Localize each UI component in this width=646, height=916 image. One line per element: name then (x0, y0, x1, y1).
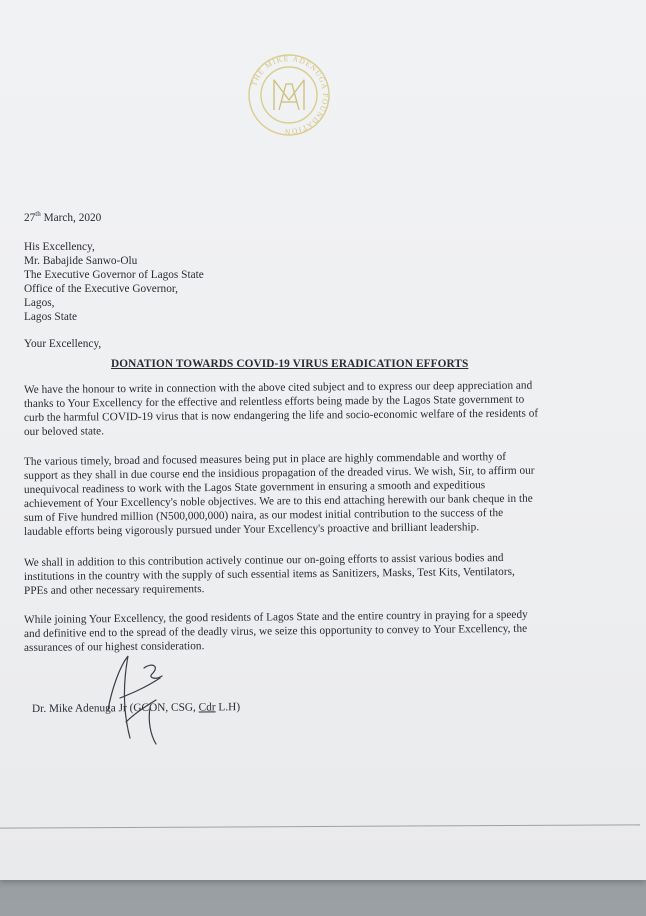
signatory-block (32, 700, 240, 716)
foundation-logo (234, 50, 344, 140)
body-line: We have the honour to write in connection with the above cited subject and to express our deep appreciation and (23, 379, 533, 396)
body-line: thanks to Your Excellency for the effective and relentless efforts being made by the Lagos State government to (23, 393, 525, 410)
svg-text:THE MIKE ADENUGA FOUNDATION: THE MIKE ADENUGA FOUNDATION (249, 53, 331, 137)
address-line: The Executive Governor of Lagos State (24, 269, 204, 281)
address-line: Lagos, (24, 297, 55, 309)
letter-subject: DONATION TOWARDS COVID-19 VIRUS ERADICATION EFFORTS (111, 358, 469, 370)
body-line: While joining Your Excellency, the good residents of Lagos State and the entire country in praying for a speedy (23, 608, 528, 626)
body-line: laudable efforts being vigorously pursued under Your Excellency's proactive and brilliant leadership. (23, 521, 480, 538)
body-line: our beloved state. (23, 425, 105, 438)
address-line: His Excellency, (24, 241, 95, 253)
body-line: We shall in addition to this contribution actively continue our on-going efforts to assist various bodies and (23, 551, 504, 569)
address-line: Lagos State (24, 311, 78, 323)
body-line: assurances of our highest consideration. (23, 640, 205, 654)
body-line: unequivocal readiness to work with the Lagos State government in ensuring a smooth and expeditious (23, 479, 486, 496)
body-line: support as they shall in due course end the insidious propagation of the dreaded virus. We wish, Sir, to affirm our (23, 464, 535, 482)
signatory-titles: (GCON, CSG, (126, 701, 199, 715)
address-line: Office of the Executive Governor, (24, 283, 178, 295)
body-line: PPEs and other necessary requirements. (23, 583, 205, 597)
handwritten-signature (90, 648, 190, 748)
body-line: sum of Five hundred million (N500,000,000) naira, as our modest initial contribution to the success of the (23, 506, 504, 524)
signatory-name: Dr. Mike Adenuga Jr (31, 702, 127, 715)
body-line: curb the harmful COVID-19 virus that is now endangering the life and socio-economic welfare of the residents of (23, 407, 539, 424)
signatory-titles-end: L.H) (215, 701, 241, 714)
body-line: and definitive end to the spread of the deadly virus, we seize this opportunity to convey to Your Excellency, the (23, 622, 528, 640)
salutation: Your Excellency, (24, 338, 102, 350)
body-line: institutions in the country with the supply of such essential items as Sanitizers, Masks, Test Kits, Ventilators, (23, 565, 515, 583)
body-line: The various timely, broad and focused measures being put in place are highly commendable and worthy of (23, 450, 507, 468)
body-line: achievement of Your Excellency's noble objectives. We are to this end attaching herewith our bank cheque in the (23, 492, 533, 510)
signatory-title-cdr: Cdr (198, 701, 216, 714)
address-line: Mr. Babajide Sanwo-Olu (24, 255, 138, 267)
paper-fold-line (0, 824, 640, 828)
letter-date: 27th March, 2020 (24, 210, 102, 224)
